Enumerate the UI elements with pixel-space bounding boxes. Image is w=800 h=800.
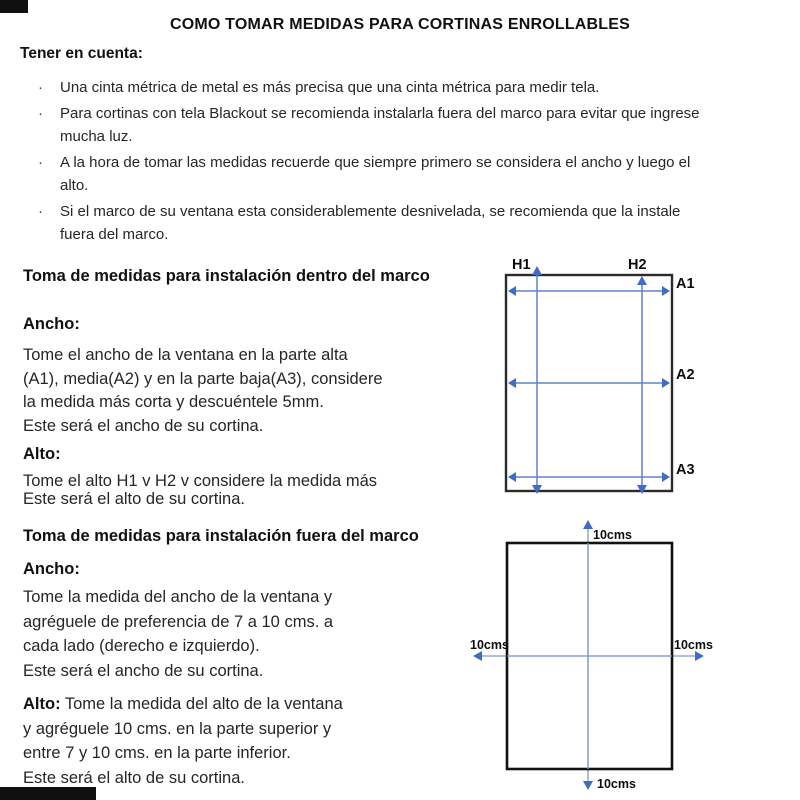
text-line: Este será el alto de su cortina. (23, 489, 245, 508)
inside-frame-diagram (470, 255, 705, 500)
list-item (38, 200, 768, 247)
text-line: Tome el alto H1 v H2 v considere la medida más (23, 472, 377, 490)
list-item (38, 151, 768, 198)
outside-ancho-label: Ancho: (23, 560, 80, 578)
notes-heading: Tener en cuenta: (20, 45, 143, 62)
inside-alto-label: Alto: (23, 445, 61, 463)
inside-ancho-label: Ancho: (23, 315, 80, 333)
text-line: y agréguele 10 cms. en la parte superior y (23, 719, 332, 738)
text-line: Tome el ancho de la ventana en la parte alta (23, 346, 348, 364)
text-line: agréguele de preferencia de 7 a 10 cms. a (23, 612, 334, 631)
text-line: la medida más corta y descuéntele 5mm. (23, 393, 324, 412)
bullet-line: fuera del marco. (60, 226, 169, 243)
notes-list (38, 76, 768, 249)
text-line: Tome la medida del ancho de la ventana y (23, 588, 333, 606)
top-10cms-label: 10cms (593, 528, 632, 542)
corner-mark-top-left (0, 0, 28, 13)
bullet-line: Para cortinas con tela Blackout se recomienda instalarla fuera del marco para evitar que ingrese (60, 104, 700, 122)
page-title: COMO TOMAR MEDIDAS PARA CORTINAS ENROLLABLES (169, 16, 631, 33)
bullet-dot: · (38, 79, 43, 96)
text-span: Tome la medida del alto de la ventana (64, 695, 343, 713)
outside-frame-diagram (460, 515, 720, 800)
bullet-line: A la hora de tomar las medidas recuerde que siempre primero se considera el ancho y luego el (60, 153, 691, 171)
outside-alto-label: Alto: (23, 695, 61, 713)
bullet-line: mucha luz. (60, 128, 133, 145)
outside-ancho-paragraph (23, 585, 463, 683)
list-item (38, 76, 768, 100)
h2-measure-label: H2 (628, 257, 647, 273)
bullet-dot: · (38, 153, 43, 171)
inside-ancho-paragraph (23, 344, 463, 439)
a2-measure-label: A2 (676, 367, 695, 383)
outside-alto-paragraph (23, 692, 463, 790)
inside-section-heading: Toma de medidas para instalación dentro del marco (23, 267, 430, 285)
bottom-10cms-label: 10cms (597, 777, 636, 791)
text-line: Este será el alto de su cortina. (23, 768, 245, 787)
bullet-line: alto. (60, 177, 89, 194)
bullet-line: Una cinta métrica de metal es más precisa que una cinta métrica para medir tela. (60, 79, 600, 96)
inside-alto-paragraph (23, 473, 463, 509)
a3-measure-label: A3 (676, 462, 695, 478)
text-line: entre 7 y 10 cms. en la parte inferior. (23, 744, 291, 763)
left-10cms-label: 10cms (470, 638, 509, 652)
bullet-line: Si el marco de su ventana esta considerablemente desnivelada, se recomienda que la instale (60, 202, 681, 220)
list-item (38, 102, 768, 149)
bullet-dot: · (38, 202, 43, 220)
a1-measure-label: A1 (676, 276, 695, 292)
text-line: cada lado (derecho e izquierdo). (23, 637, 260, 656)
text-line: Este será el ancho de su cortina. (23, 417, 264, 436)
text-line: (A1), media(A2) y en la parte baja(A3), considere (23, 369, 383, 388)
outside-section-heading: Toma de medidas para instalación fuera del marco (23, 527, 419, 545)
text-line (23, 692, 463, 717)
right-10cms-label: 10cms (674, 638, 713, 652)
bullet-dot: · (38, 104, 43, 122)
h1-measure-label: H1 (512, 257, 531, 273)
text-line: Este será el ancho de su cortina. (23, 661, 264, 680)
